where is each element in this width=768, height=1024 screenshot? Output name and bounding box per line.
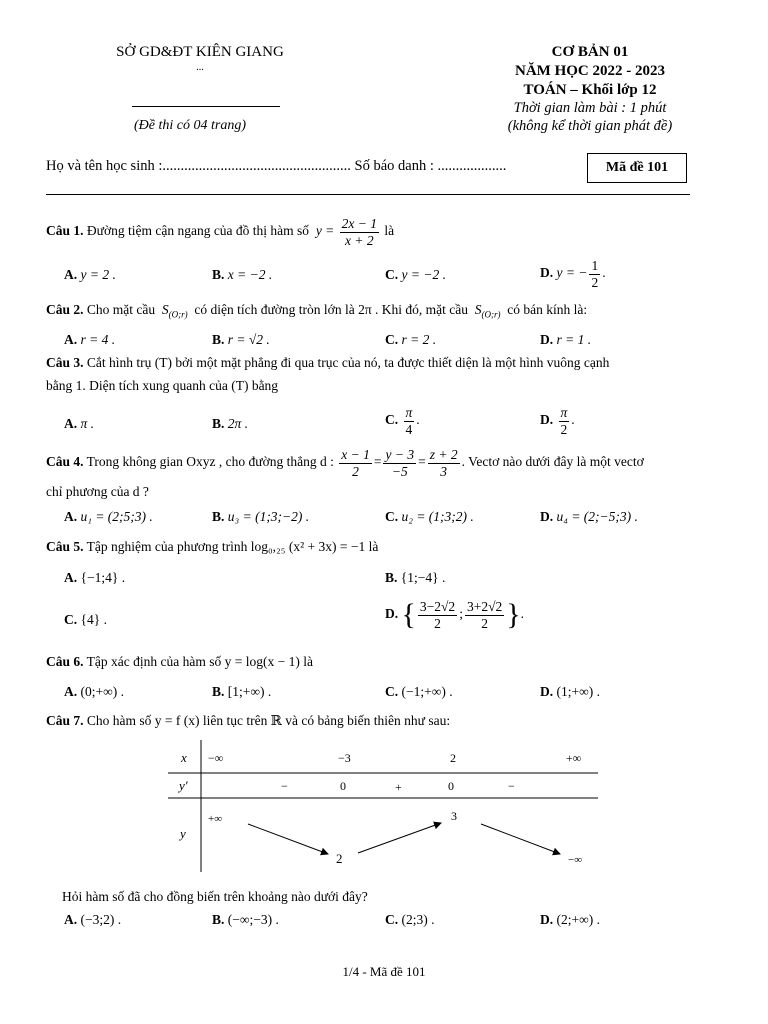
q2-option-c: C. r = 2 . (385, 332, 437, 347)
table-sign-2: + (395, 780, 402, 794)
q3-option-c: C. $\frac{\pi}{4}$ . (385, 405, 420, 437)
q4-option-b: B. u₃ = (1;3;−2) . (212, 509, 310, 524)
school-name: SỞ GD&ĐT KIÊN GIANG (116, 44, 284, 60)
q2-option-a: A. r = 4 . (64, 332, 116, 347)
table-sign-3: − (508, 779, 515, 793)
q5-option-c: C. {4} . (64, 612, 107, 627)
q6-option-d: D. (1;+∞) . (540, 684, 600, 699)
q1-option-a: A. y = 2 . (64, 267, 116, 282)
table-y-max-3: 3 (451, 809, 457, 823)
q7-option-a: A. (−3;2) . (64, 912, 122, 927)
q2-option-b: B. r = √2 . (212, 332, 270, 347)
q6-option-a: A. (0;+∞) . (64, 684, 124, 699)
table-y-pos-inf: +∞ (208, 813, 223, 825)
q6-option-b: B. [1;+∞) . (212, 684, 272, 699)
table-x-label: x (181, 750, 187, 765)
table-sign-1: − (281, 779, 288, 793)
q5-option-b: B. {1;−4} . (385, 570, 446, 585)
table-yprime-label: y′ (179, 778, 188, 793)
exam-time: Thời gian làm bài : 1 phút (513, 100, 667, 116)
q4-option-a: A. u₁ = (2;5;3) . (64, 509, 153, 524)
q2-option-d: D. r = 1 . (540, 332, 592, 347)
arrow-decrease-1 (248, 824, 328, 854)
table-x-2: 2 (450, 751, 456, 765)
subject-grade: TOÁN – Khối lớp 12 (523, 82, 657, 98)
q7-option-c: C. (2;3) . (385, 912, 435, 927)
question-4-cont: chỉ phương của d ? (46, 484, 149, 499)
exam-code-box: Mã đề 101 (587, 153, 687, 183)
q3-option-b: B. 2π . (212, 416, 249, 431)
school-dots: ... (196, 62, 204, 73)
q3-option-d: D. $\frac{\pi}{2}$ . (540, 405, 575, 437)
question-4: Câu 4. Trong không gian Oxyz , cho đường thẳng d : $\frac{x - 1}{2}$ = $\frac{y - 3}{-5}$ = $\frac{z + 2}{3}$ . Vectơ nào dưới đây là một vectơ (46, 447, 644, 479)
question-7: Câu 7. Cho hàm số y = f (x) liên tục trên ℝ và có bảng biến thiên như sau: (46, 713, 451, 728)
arrow-increase (358, 823, 441, 853)
variation-table (168, 740, 608, 872)
arrow-decrease-2 (481, 824, 560, 854)
student-info-line: Họ và tên học sinh :.................................................... Số báo danh : ................... (46, 158, 507, 174)
q7-option-b: B. (−∞;−3) . (212, 912, 279, 927)
header-underline (132, 106, 280, 107)
header-divider (46, 194, 690, 195)
question-3-cont: bằng 1. Diện tích xung quanh của (T) bằng (46, 378, 279, 393)
q1-option-c: C. y = −2 . (385, 267, 446, 282)
table-y-label: y (180, 826, 186, 841)
page-footer: 1/4 - Mã đề 101 (342, 964, 426, 979)
school-year: NĂM HỌC 2022 - 2023 (515, 63, 665, 79)
table-y-neg-inf: −∞ (568, 854, 583, 866)
q4-option-d: D. u₄ = (2;−5;3) . (540, 509, 638, 524)
table-x-minus3: −3 (338, 751, 351, 765)
exam-series: CƠ BẢN 01 (551, 44, 629, 60)
q5-option-a: A. {−1;4} . (64, 570, 126, 585)
question-2: Câu 2. Cho mặt cầu $S_{(O;r)}$ có diện tích đường tròn lớn là 2π . Khi đó, mặt cầu $S_{(O;r)}$ có bán kính là: (46, 302, 588, 320)
table-y-min-2: 2 (336, 851, 343, 866)
page-count-note: (Đề thi có 04 trang) (134, 118, 246, 133)
q1-option-d: D. y = − $\frac{1}{2}$ . (540, 258, 606, 290)
table-x-neg-inf: −∞ (208, 751, 224, 765)
exam-time-note: (không kể thời gian phát đề) (507, 118, 673, 134)
q6-option-c: C. (−1;+∞) . (385, 684, 453, 699)
question-3: Câu 3. Cắt hình trụ (T) bởi một mặt phẳng đi qua trục của nó, ta được thiết diện là một hình vuông cạnh (46, 355, 610, 370)
question-7-cont: Hỏi hàm số đã cho đồng biến trên khoảng nào dưới đây? (62, 889, 368, 904)
question-1: Câu 1. Đường tiệm cận ngang của đồ thị hàm số y = $\frac{2x - 1}{x + 2}$ là (46, 216, 395, 248)
q7-option-d: D. (2;+∞) . (540, 912, 600, 927)
question-6: Câu 6. Tập xác định của hàm số y = log(x − 1) là (46, 654, 313, 669)
q3-option-a: A. π . (64, 416, 95, 431)
table-x-pos-inf: +∞ (566, 751, 582, 765)
q5-option-d: D. { $\frac{3-2√2}{2}$ ; $\frac{3+2√2}{2}$ }. (385, 598, 525, 631)
question-5: Câu 5. Tập nghiệm của phương trình log₀,₂₅ (x² + 3x) = −1 là (46, 539, 379, 554)
table-zero-1: 0 (340, 779, 346, 793)
q4-option-c: C. u₂ = (1;3;2) . (385, 509, 474, 524)
table-zero-2: 0 (448, 779, 454, 793)
q1-option-b: B. x = −2 . (212, 267, 273, 282)
